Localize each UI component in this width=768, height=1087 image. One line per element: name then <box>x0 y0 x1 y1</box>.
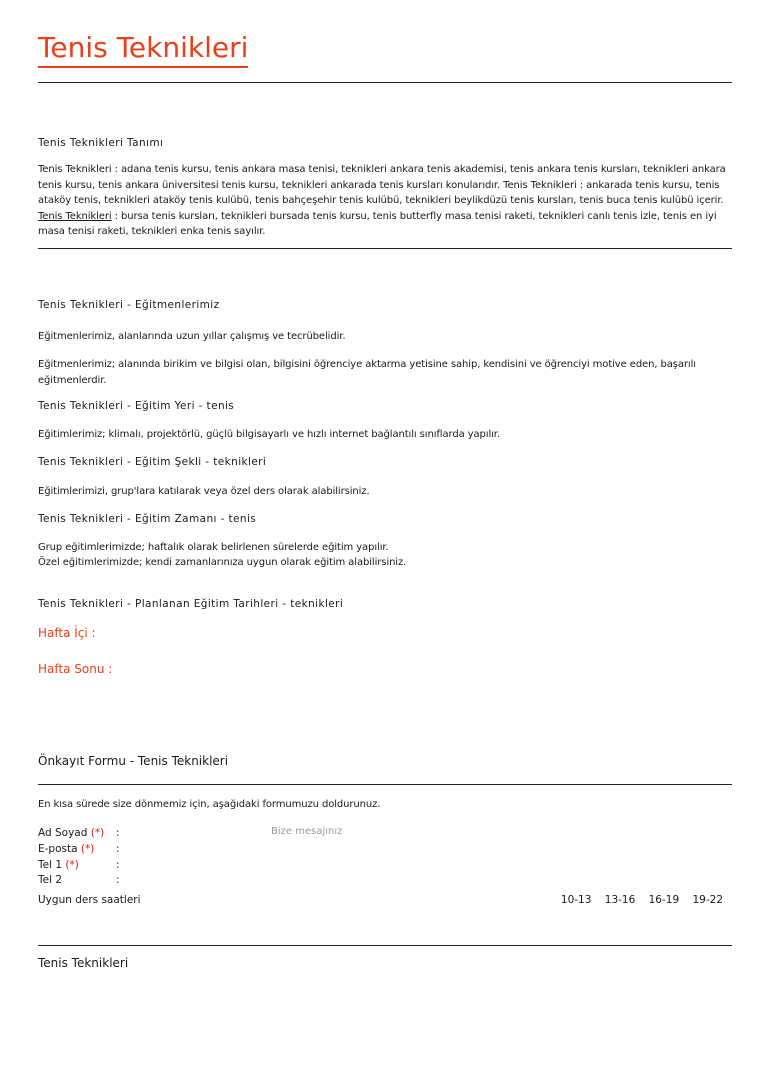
paragraph-egitim-sekli: Eğitimlerimizi, grup'lara katılarak veya özel ders olarak alabilirsiniz. <box>38 486 370 497</box>
paragraph-egitmen-2: Eğitmenlerimiz; alanında birikim ve bilgisi olan, bilgisini öğrenciye aktarma yetisine sahip, kendisini ve öğrenciyi motive eden, başarılı eğitmenlerdir. <box>38 359 696 386</box>
tel-2-label: Tel 2 <box>38 874 63 887</box>
field-eposta[interactable] <box>38 842 238 858</box>
field-ad-soyad[interactable] <box>38 826 238 842</box>
tenis-teknikleri-link[interactable]: Tenis Teknikleri <box>38 210 112 222</box>
divider <box>38 82 732 83</box>
tel-1-label: Tel 1 <box>38 858 63 871</box>
paragraph-text: Tenis Teknikleri : adana tenis kursu, tenis ankara masa tenisi, teknikleri ankara tenis akademisi, tenis ankara tenis kursları, teknikleri ankara tenis kursu, tenis ankara üniversitesi tenis kursu, teknikleri ankarada tenis kursları konularıdır. Tenis Teknikleri : ankarada tenis kursu, tenis ataköy tenis, teknikleri ataköy tenis kulübü, tenis bahçeşehir tenis kulübü, teknikleri beylikdüzü tenis kursları, tenis buca tenis kulübü içerir. <box>38 164 726 206</box>
heading-egitim-yeri: Tenis Teknikleri - Eğitim Yeri - tenis <box>38 400 235 412</box>
divider <box>38 248 732 249</box>
heading-egitmenlerimiz: Tenis Teknikleri - Eğitmenlerimiz <box>38 299 220 311</box>
ad-soyad-label: Ad Soyad <box>38 827 88 839</box>
heading-egitim-tarihleri: Tenis Teknikleri - Planlanan Eğitim Tarihleri - teknikleri <box>38 598 344 610</box>
page-title: Tenis Teknikleri <box>38 30 248 68</box>
hour-option[interactable]: 13-16 <box>604 894 636 906</box>
paragraph-text-cont: : bursa tenis kursları, teknikleri bursada tenis kursu, tenis butterfly masa tenisi raketi, teknikleri canlı tenis izle, tenis en iyi masa tenisi raketi, teknikleri enka tenis sayılır. <box>38 210 717 237</box>
paragraph-egitim-zamani-1: Grup eğitimlerimizde; haftalık olarak belirlenen sürelerde eğitim yapılır. <box>38 542 389 553</box>
divider <box>38 784 732 785</box>
hour-option[interactable]: 19-22 <box>692 894 723 906</box>
heading-egitim-zamani: Tenis Teknikleri - Eğitim Zamanı - tenis <box>38 513 257 525</box>
footer-title: Tenis Teknikleri <box>38 956 129 970</box>
hafta-sonu-label: Hafta Sonu : <box>38 662 113 676</box>
form-title: Önkayıt Formu - Tenis Teknikleri <box>38 754 229 768</box>
form-intro: En kısa sürede size dönmemiz için, aşağıdaki formumuzu doldurunuz. <box>38 799 381 810</box>
heading-egitim-sekli: Tenis Teknikleri - Eğitim Şekli - teknikleri <box>38 456 267 468</box>
paragraph-egitim-zamani-2: Özel eğitimlerimizde; kendi zamanlarınıza uygun olarak eğitim alabilirsiniz. <box>38 557 407 568</box>
message-textarea[interactable]: Bize mesajınız <box>271 826 343 837</box>
hours-options <box>561 893 723 909</box>
hour-option[interactable]: 10-13 <box>560 894 592 906</box>
hours-label: Uygun ders saatleri <box>38 894 141 906</box>
eposta-label: E-posta <box>38 842 78 855</box>
required-mark: (*) <box>65 858 79 871</box>
colon: : <box>116 842 120 855</box>
colon: : <box>116 858 120 871</box>
form-fields <box>38 826 238 890</box>
required-mark: (*) <box>80 842 95 855</box>
hafta-ici-label: Hafta İçi : <box>38 626 96 640</box>
section-paragraph-tanim <box>38 162 732 240</box>
divider <box>38 945 732 946</box>
paragraph-egitmen-1: Eğitmenlerimiz, alanlarında uzun yıllar çalışmış ve tecrübelidir. <box>38 331 346 342</box>
field-tel-1[interactable] <box>38 858 238 874</box>
paragraph-egitim-yeri: Eğitimlerimiz; klimalı, projektörlü, güçlü bilgisayarlı ve hızlı internet bağlantılı sınıflarda yapılır. <box>38 429 500 440</box>
hour-option[interactable]: 16-19 <box>648 894 680 906</box>
colon: : <box>116 827 120 839</box>
section-heading-tanim: Tenis Teknikleri Tanımı <box>38 137 164 149</box>
field-tel-2[interactable] <box>38 873 238 889</box>
colon: : <box>116 874 120 887</box>
required-mark: (*) <box>90 827 105 839</box>
